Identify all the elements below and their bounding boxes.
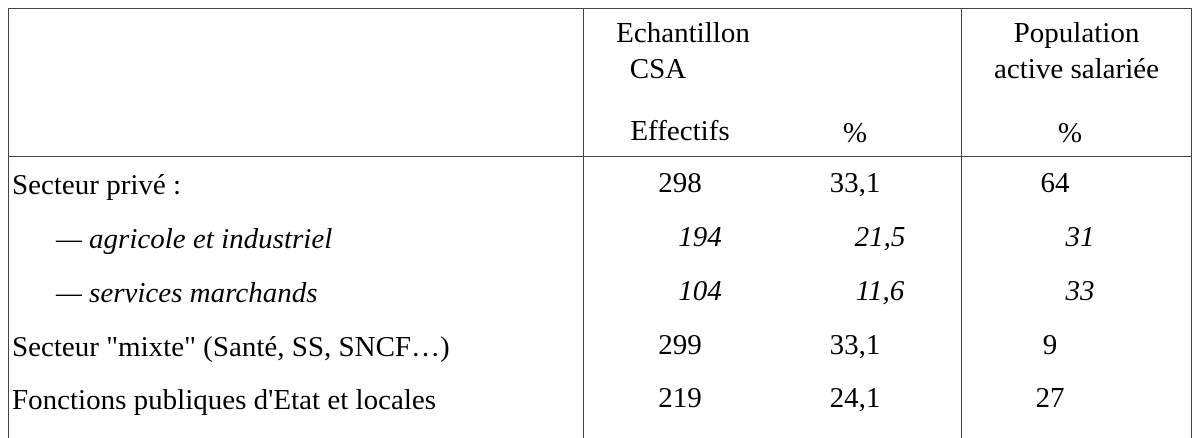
header-effectifs: Effectifs	[630, 115, 730, 147]
row-effectifs: 104	[678, 275, 722, 307]
header-population-line2: active salariée	[993, 53, 1160, 85]
row-effectifs: 194	[678, 221, 722, 253]
row-pct: 11,6	[855, 275, 905, 307]
header-population-line1: Population	[1013, 17, 1140, 49]
row-population-pct: 31	[1065, 221, 1095, 253]
row-population-pct: 9	[1042, 329, 1058, 361]
header-pct-sample: %	[842, 117, 868, 149]
row-label: Fonctions publiques d'Etat et locales	[12, 384, 437, 416]
row-effectifs: 298	[658, 167, 702, 199]
row-population-pct: 27	[1035, 382, 1065, 414]
header-sample-line2: CSA	[629, 53, 687, 85]
header-divider	[8, 156, 1192, 157]
row-pct: 24,1	[829, 382, 881, 414]
row-effectifs: 219	[658, 382, 702, 414]
row-pct: 33,1	[829, 167, 881, 199]
row-label: Secteur privé :	[12, 169, 182, 201]
row-population-pct: 33	[1065, 275, 1095, 307]
row-pct: 33,1	[829, 329, 881, 361]
row-effectifs: 299	[658, 329, 702, 361]
header-pct-population: %	[1057, 117, 1083, 149]
header-sample-line1: Echantillon	[616, 17, 750, 49]
row-label: — services marchands	[56, 277, 318, 309]
row-label: Secteur "mixte" (Santé, SS, SNCF…)	[12, 331, 450, 363]
row-label: — agricole et industriel	[56, 223, 333, 255]
row-population-pct: 64	[1040, 167, 1070, 199]
row-pct: 21,5	[854, 221, 906, 253]
